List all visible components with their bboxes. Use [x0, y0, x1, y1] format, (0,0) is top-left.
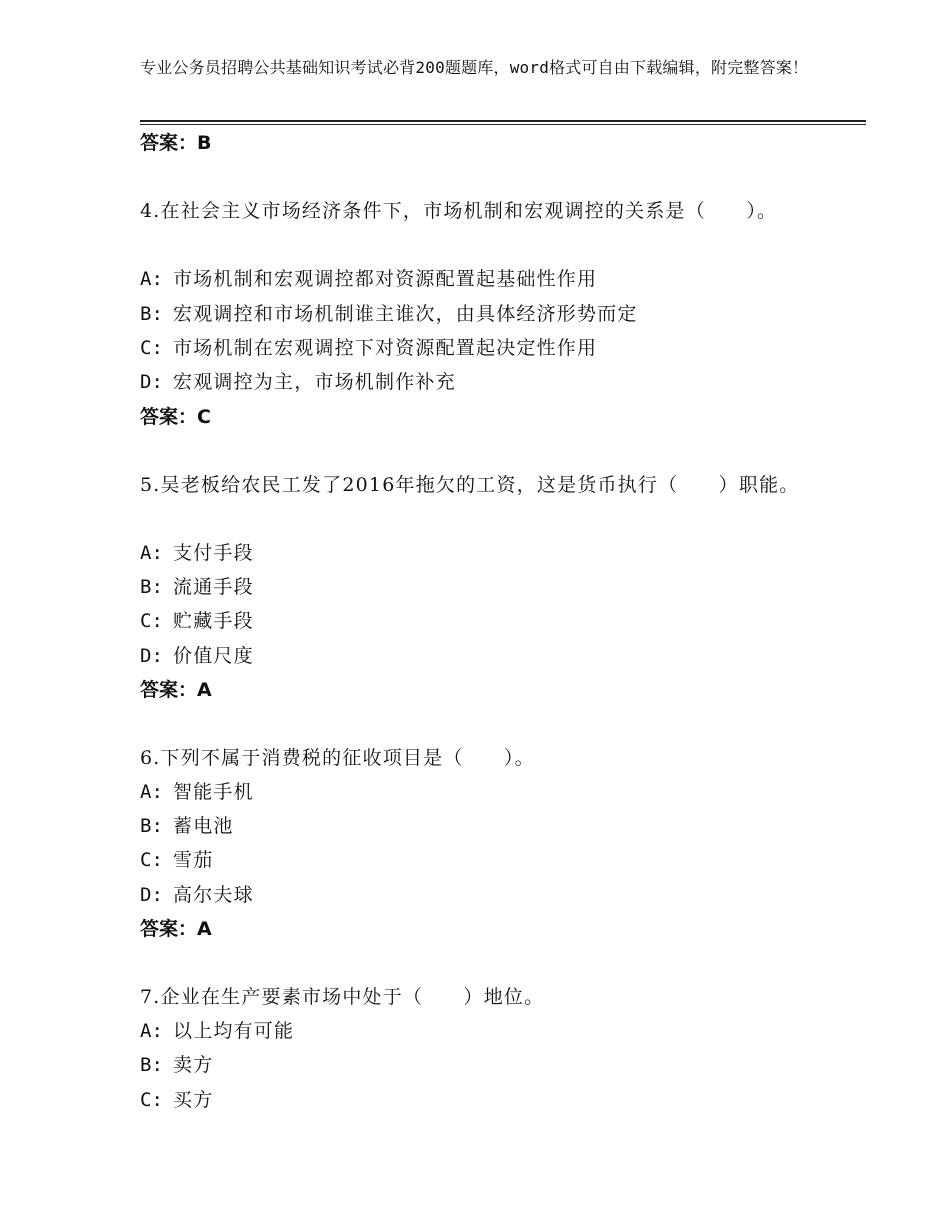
- option-row: [140, 302, 638, 326]
- option-text: 雪茄: [173, 849, 214, 871]
- option-text: 宏观调控和市场机制谁主谁次，由具体经济形势而定: [173, 303, 638, 325]
- option-row: [140, 575, 254, 599]
- option-text: 以上均有可能: [173, 1020, 295, 1042]
- option-text: 流通手段: [173, 576, 254, 598]
- option-text: 高尔夫球: [173, 884, 254, 906]
- option-letter: C:: [140, 849, 163, 871]
- answer-line: 答案：A: [140, 679, 212, 701]
- option-letter: D:: [140, 645, 163, 667]
- option-text: 价值尺度: [173, 645, 254, 667]
- option-row: [140, 644, 254, 668]
- option-row: [140, 336, 597, 360]
- option-letter: B:: [140, 815, 163, 837]
- option-text: 贮藏手段: [173, 610, 254, 632]
- option-row: [140, 780, 254, 804]
- option-row: [140, 1088, 213, 1112]
- answer-line: 答案：B: [140, 132, 212, 154]
- option-text: 市场机制和宏观调控都对资源配置起基础性作用: [173, 268, 598, 290]
- option-letter: A:: [140, 542, 163, 564]
- question-stem: 6.下列不属于消费税的征收项目是（ ）。: [140, 747, 535, 769]
- header-rule-thin: [140, 124, 866, 125]
- option-letter: A:: [140, 268, 163, 290]
- option-row: [140, 370, 456, 394]
- option-letter: C:: [140, 1089, 163, 1111]
- option-letter: C:: [140, 610, 163, 632]
- option-text: 宏观调控为主，市场机制作补充: [173, 371, 456, 393]
- option-row: [140, 848, 213, 872]
- option-text: 买方: [173, 1089, 214, 1111]
- option-row: [140, 1053, 213, 1077]
- option-letter: D:: [140, 371, 163, 393]
- option-row: [140, 814, 234, 838]
- option-text: 卖方: [173, 1054, 214, 1076]
- option-letter: A:: [140, 781, 163, 803]
- option-text: 市场机制在宏观调控下对资源配置起决定性作用: [173, 337, 598, 359]
- option-letter: C:: [140, 337, 163, 359]
- answer-line: 答案：C: [140, 406, 211, 428]
- option-letter: B:: [140, 576, 163, 598]
- option-row: [140, 267, 597, 291]
- option-text: 支付手段: [173, 542, 254, 564]
- option-letter: B:: [140, 1054, 163, 1076]
- header-rule-thick: [140, 120, 866, 122]
- question-stem: 4.在社会主义市场经济条件下，市场机制和宏观调控的关系是（ ）。: [140, 200, 778, 222]
- option-text: 智能手机: [173, 781, 254, 803]
- document-header: 专业公务员招聘公共基础知识考试必背200题题库，word格式可自由下载编辑，附完整答案！: [140, 58, 809, 77]
- question-stem: 7.企业在生产要素市场中处于（ ）地位。: [140, 986, 545, 1008]
- option-letter: B:: [140, 303, 163, 325]
- answer-line: 答案：A: [140, 918, 212, 940]
- option-letter: A:: [140, 1020, 163, 1042]
- question-stem: 5.吴老板给农民工发了2016年拖欠的工资，这是货币执行（ ）职能。: [140, 474, 800, 496]
- option-text: 蓄电池: [173, 815, 234, 837]
- option-row: [140, 609, 254, 633]
- option-row: [140, 541, 254, 565]
- option-letter: D:: [140, 884, 163, 906]
- option-row: [140, 1019, 294, 1043]
- option-row: [140, 883, 254, 907]
